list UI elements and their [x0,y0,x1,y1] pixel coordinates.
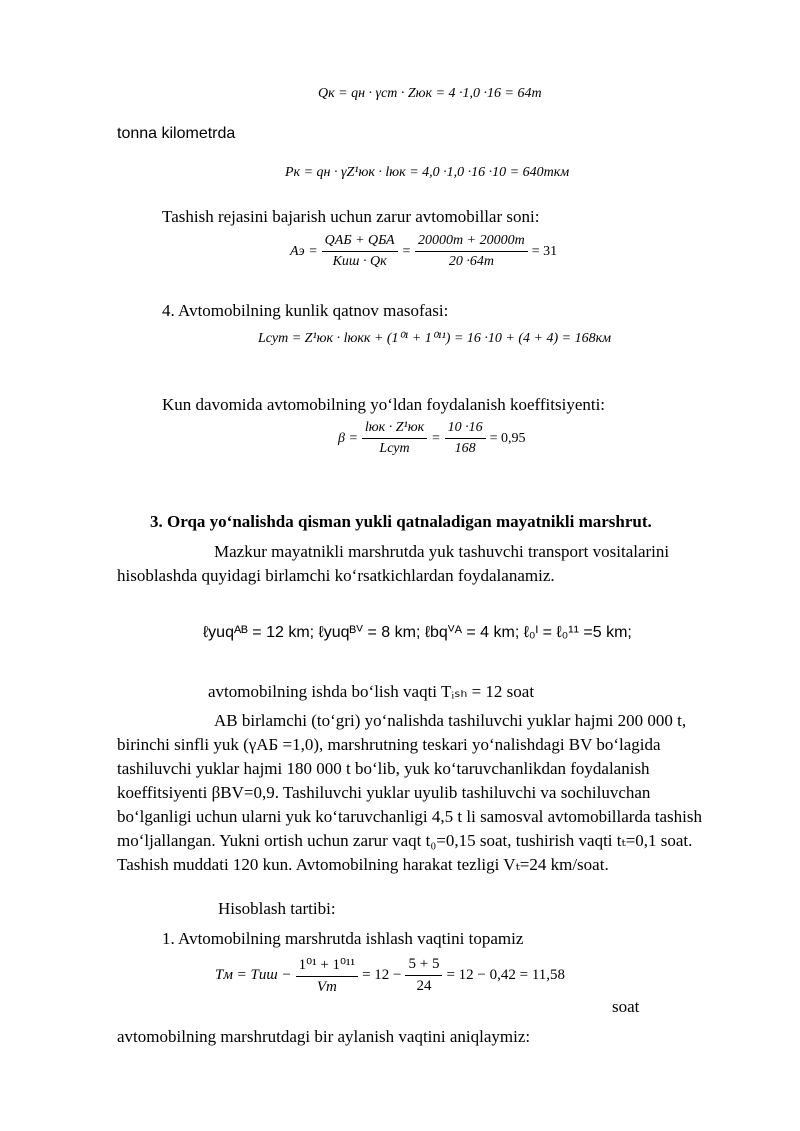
formula-p-k: Pк = qн · γZ¹юк · lюк = 4,0 ·1,0 ·16 ·10 = 640ткм [285,165,570,180]
text-tonna-kilometrda: tonna kilometrda [117,125,236,142]
heading-ishlash-vaqti: 1. Avtomobilning marshrutda ishlash vaqtini topamiz [162,929,524,948]
formula-beta: β = $\frac{\text{lюк · Z¹юк}}{\text{Lсут}}$ = $\frac{10 \cdot 16}{168}$ = 0,95 [338,420,526,456]
text-hisoblash-tartibi: Hisoblash tartibi: [218,899,336,918]
text-avtomobillar-soni: Tashish rejasini bajarish uchun zarur avtomobillar soni: [162,207,540,226]
paragraph-mazkur: Mazkur mayatnikli marshrutda yuk tashuvchi transport vositalarini hisoblashda quyidagi birlamchi ko‘rsatkichlardan foydalanamiz. [117,542,670,585]
formula-a-e: Aэ = $\frac{\text{QАБ + QБА}}{\text{Kиш · Qк}}$ = $\frac{20000т + 20000т}{20 \cdot 64т}$ = 31 [290,233,558,269]
formula-t-m: Tм = Tиш − $\frac{\text{1⁰¹ + 1⁰¹¹}}{Vт}$ = 12 − $\frac{5 + 5}{24}$ = 12 − 0,42 = 11,58 [215,956,566,995]
text-soat: soat [612,997,640,1016]
paragraph-ab-birlamchi: AB birlamchi (to‘gri) yo‘nalishda tashiluvchi yuklar hajmi 200 000 t, birinchi sinfli yuk (γАБ =1,0), marshrutning teskari yo‘nalishdagi BV bo‘lagida tashiluvchi yuklar hajmi 180 000 t bo‘lib, yuk ko‘taruvchanlikdan foydalanish koeffitsiyenti βBV=0,9. Tashiluvchi yuklar uyulib tashiluvchi va sochiluvchan bo‘lganligi uchun ularni yuk ko‘taruvchanligi 4,5 t li samosval avtomobillarda tashish mo‘ljallangan. Yukni ortish uchun zarur vaqt t₀=0,15 soat, tushirish vaqti tₜ=0,1 soat. Tashish muddati 120 kun. Avtomobilning harakat tezligi Vₜ=24 km/soat. [117,711,702,874]
text-foydalanish-koeffitsiyenti: Kun davomida avtomobilning yo‘ldan foydalanish koeffitsiyenti: [162,395,606,414]
text-parameters: ℓyuqᴬᴮ = 12 km; ℓyuqᴮⱽ = 8 km; ℓbqⱽᴬ = 4 km; ℓ₀ᴵ = ℓ₀¹¹ =5 km; [203,624,632,641]
formula-l-sut: Lсут = Z¹юк · lюкк + (1⁰¹ + 1⁰¹¹) = 16 ·10 + (4 + 4) = 168км [258,331,612,346]
formula-q-k: Qк = qн · γст · Zюк = 4 ·1,0 ·16 = 64т [318,86,542,101]
heading-kunlik-qatnov: 4. Avtomobilning kunlik qatnov masofasi: [162,301,449,320]
text-bir-aylanish: avtomobilning marshrutdagi bir aylanish vaqtini aniqlaymiz: [117,1027,531,1046]
text-ishda-bolish-vaqti: avtomobilning ishda bo‘lish vaqti Tᵢₛₕ = 12 soat [208,682,535,701]
section-heading-3: 3. Orqa yo‘nalishda qisman yukli qatnaladigan mayatnikli marshrut. [150,512,652,531]
